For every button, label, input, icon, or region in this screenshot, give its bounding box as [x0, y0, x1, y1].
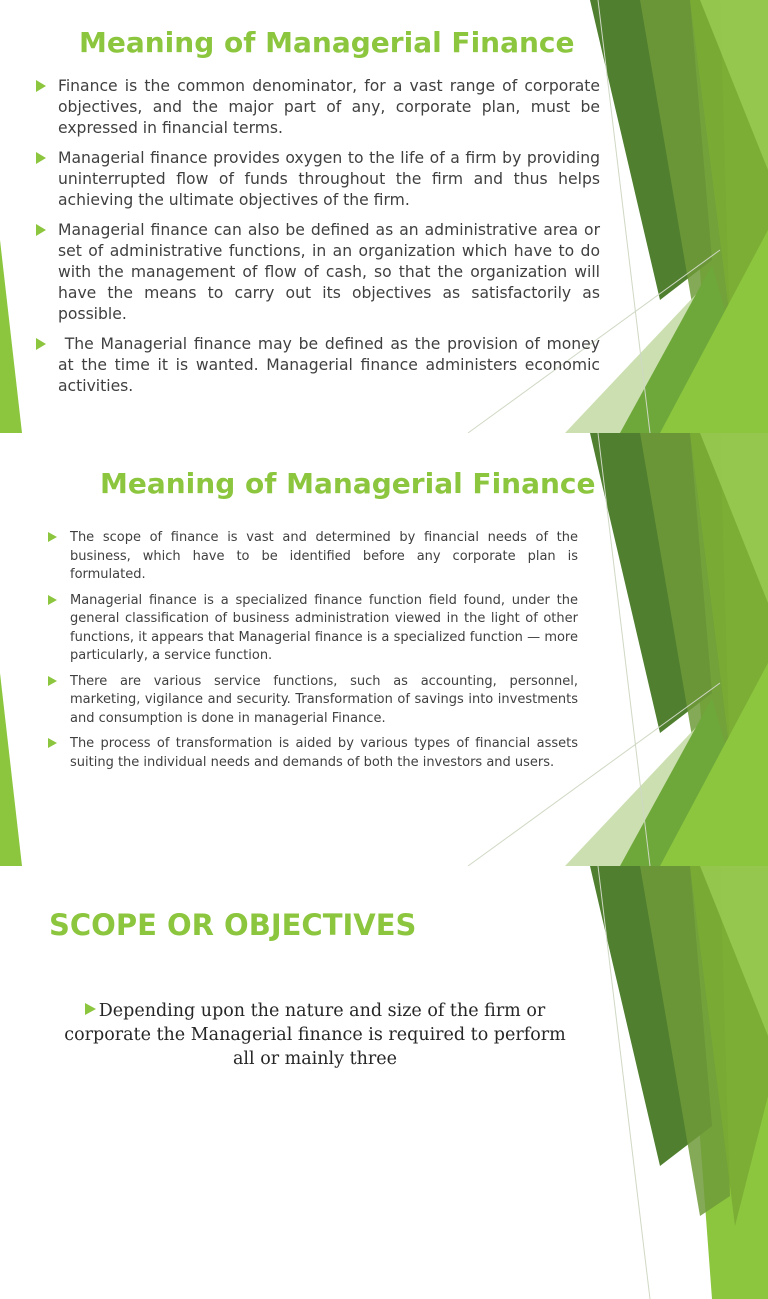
bullet-arrow-icon	[36, 80, 46, 92]
slide-title: Meaning of Managerial Finance	[79, 26, 575, 59]
bullet-list	[36, 76, 605, 406]
bullet-arrow-icon	[36, 224, 46, 236]
bullet-list	[48, 529, 578, 779]
bullet-arrow-icon	[36, 152, 46, 164]
slide-paragraph: Depending upon the nature and size of the firm or corporate the Managerial finance is required to perform all or mainly three	[64, 1000, 566, 1069]
bullet-item: The process of transformation is aided by various types of financial assets suiting the individual needs and demands of both the investors and users.	[48, 735, 578, 772]
slide-1	[0, 0, 768, 433]
bullet-item: Managerial finance is a specialized finance function field found, under the general classification of business administration viewed in the light of other functions, it appears that Managerial finance is a specialized function — more particularly, a service function.	[48, 592, 578, 666]
bullet-item: Finance is the common denominator, for a vast range of corporate objectives, and the major part of any, corporate plan, must be expressed in financial terms.	[36, 76, 600, 139]
slide-title: SCOPE OR OBJECTIVES	[49, 908, 417, 942]
slide-title: Meaning of Managerial Finance	[100, 467, 596, 500]
bullet-item: The scope of finance is vast and determined by financial needs of the business, which have to be identified before any corporate plan is formulated.	[48, 529, 578, 585]
slide-2	[0, 433, 768, 866]
bullet-arrow-icon	[48, 532, 57, 542]
bullet-arrow-icon	[85, 1003, 96, 1015]
bullet-item: Managerial finance can also be defined as an administrative area or set of administrative functions, in an organization which have to do with the management of flow of cash, so that the organization will have the means to carry out its objectives as satisfactorily as possible.	[36, 220, 600, 325]
bullet-item: The Managerial finance may be defined as the provision of money at the time it is wanted. Managerial finance administers economic activities.	[36, 334, 600, 397]
bullet-arrow-icon	[36, 338, 46, 350]
bullet-arrow-icon	[48, 676, 57, 686]
slide-3	[0, 866, 768, 1069]
bullet-item: Managerial finance provides oxygen to the life of a firm by providing uninterrupted flow of funds throughout the firm and thus helps achieving the ultimate objectives of the firm.	[36, 148, 600, 211]
bullet-item: There are various service functions, such as accounting, personnel, marketing, vigilance and security. Transformation of savings into investments and consumption is done in managerial Finance.	[48, 673, 578, 729]
bullet-arrow-icon	[48, 738, 57, 748]
bullet-arrow-icon	[48, 595, 57, 605]
